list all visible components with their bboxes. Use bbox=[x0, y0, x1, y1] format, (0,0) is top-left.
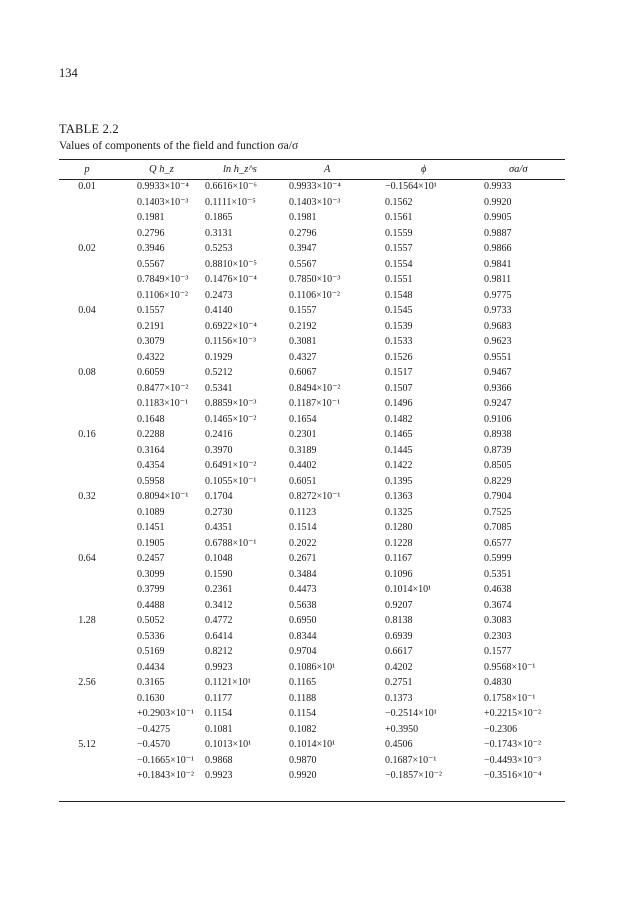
cell-lnhz: 0.1476×10⁻⁴ bbox=[205, 274, 257, 286]
table-row bbox=[59, 582, 565, 598]
cell-p bbox=[59, 706, 115, 722]
table-row bbox=[59, 660, 565, 676]
cell-a: 0.1154 bbox=[289, 708, 317, 720]
cell-qhz: 0.5169 bbox=[137, 646, 165, 658]
table-row bbox=[59, 195, 565, 211]
cell-sigma: 0.9841 bbox=[484, 258, 512, 270]
cell-qhz: 0.2796 bbox=[137, 227, 165, 239]
cell-p bbox=[59, 691, 115, 707]
cell-qhz: 0.4354 bbox=[137, 460, 165, 472]
cell-a: 0.4327 bbox=[289, 351, 317, 363]
cell-lnhz: 0.5212 bbox=[205, 367, 233, 379]
cell-phi: 0.1363 bbox=[385, 491, 413, 503]
cell-a: 0.9870 bbox=[289, 754, 317, 766]
cell-phi: 0.9207 bbox=[385, 599, 413, 611]
cell-phi: 0.1228 bbox=[385, 537, 413, 549]
cell-p bbox=[59, 598, 115, 614]
table-row bbox=[59, 520, 565, 536]
cell-phi: −0.1564×10¹ bbox=[385, 181, 437, 193]
cell-a: 0.1086×10¹ bbox=[289, 661, 336, 673]
cell-sigma: 0.9467 bbox=[484, 367, 512, 379]
cell-a: 0.1165 bbox=[289, 677, 317, 689]
cell-a: 0.5567 bbox=[289, 258, 317, 270]
cell-p bbox=[59, 768, 115, 784]
cell-sigma: 0.3083 bbox=[484, 615, 512, 627]
table-row bbox=[59, 722, 565, 738]
cell-phi: 0.1533 bbox=[385, 336, 413, 348]
cell-a: 0.9704 bbox=[289, 646, 317, 658]
cell-phi: 0.1280 bbox=[385, 522, 413, 534]
cell-qhz: 0.2288 bbox=[137, 429, 165, 441]
cell-sigma: −0.4493×10⁻³ bbox=[484, 754, 542, 766]
table-row bbox=[59, 241, 565, 257]
cell-phi: 0.1373 bbox=[385, 692, 413, 704]
cell-lnhz: 0.9923 bbox=[205, 770, 233, 782]
cell-qhz: +0.2903×10⁻¹ bbox=[137, 708, 195, 720]
table-header-row bbox=[59, 160, 565, 179]
header-phi: ϕ bbox=[421, 164, 427, 175]
cell-qhz: 0.3099 bbox=[137, 568, 165, 580]
cell-p: 0.04 bbox=[78, 305, 96, 317]
cell-qhz: 0.1106×10⁻² bbox=[137, 289, 189, 301]
cell-p bbox=[59, 319, 115, 335]
cell-lnhz: 0.3131 bbox=[205, 227, 233, 239]
cell-phi: 0.1422 bbox=[385, 460, 413, 472]
cell-a: 0.6950 bbox=[289, 615, 317, 627]
cell-p bbox=[59, 722, 115, 738]
table-row bbox=[59, 427, 565, 443]
cell-lnhz: 0.3412 bbox=[205, 599, 233, 611]
cell-a: 0.5638 bbox=[289, 599, 317, 611]
cell-qhz: 0.3165 bbox=[137, 677, 165, 689]
cell-qhz: −0.1665×10⁻¹ bbox=[137, 754, 195, 766]
page-number: 134 bbox=[59, 66, 78, 80]
table-row bbox=[59, 458, 565, 474]
cell-qhz: 0.4322 bbox=[137, 351, 165, 363]
table-row bbox=[59, 629, 565, 645]
table-row bbox=[59, 319, 565, 335]
cell-lnhz: 0.4140 bbox=[205, 305, 233, 317]
cell-p bbox=[59, 443, 115, 459]
table-row bbox=[59, 303, 565, 319]
cell-qhz: 0.1557 bbox=[137, 305, 165, 317]
cell-phi: 0.4506 bbox=[385, 739, 413, 751]
cell-a: 0.6051 bbox=[289, 475, 317, 487]
cell-a: 0.1403×10⁻³ bbox=[289, 196, 341, 208]
cell-a: 0.2192 bbox=[289, 320, 317, 332]
cell-lnhz: 0.1154 bbox=[205, 708, 233, 720]
cell-a: 0.3189 bbox=[289, 444, 317, 456]
cell-a: 0.1981 bbox=[289, 212, 317, 224]
cell-a: 0.3947 bbox=[289, 243, 317, 255]
table-row bbox=[59, 288, 565, 304]
cell-lnhz: 0.1048 bbox=[205, 553, 233, 565]
cell-sigma: 0.9247 bbox=[484, 398, 512, 410]
cell-qhz: 0.1905 bbox=[137, 537, 165, 549]
cell-p bbox=[59, 257, 115, 273]
table-row bbox=[59, 365, 565, 381]
table-row bbox=[59, 691, 565, 707]
cell-a: 0.6067 bbox=[289, 367, 317, 379]
cell-a: 0.4473 bbox=[289, 584, 317, 596]
cell-a: 0.8494×10⁻² bbox=[289, 382, 341, 394]
cell-lnhz: 0.4351 bbox=[205, 522, 233, 534]
cell-qhz: 0.3799 bbox=[137, 584, 165, 596]
cell-p bbox=[59, 350, 115, 366]
table-row bbox=[59, 489, 565, 505]
cell-a: 0.1123 bbox=[289, 506, 317, 518]
cell-a: 0.1654 bbox=[289, 413, 317, 425]
cell-lnhz: 0.1081 bbox=[205, 723, 233, 735]
cell-phi: 0.6617 bbox=[385, 646, 413, 658]
cell-qhz: 0.3946 bbox=[137, 243, 165, 255]
cell-sigma: 0.5351 bbox=[484, 568, 512, 580]
cell-phi: 0.1687×10⁻¹ bbox=[385, 754, 437, 766]
cell-sigma: 0.8229 bbox=[484, 475, 512, 487]
cell-lnhz: 0.1929 bbox=[205, 351, 233, 363]
cell-p bbox=[59, 288, 115, 304]
header-p: p bbox=[84, 164, 90, 175]
cell-a: 0.4402 bbox=[289, 460, 317, 472]
cell-lnhz: 0.2473 bbox=[205, 289, 233, 301]
cell-p: 5.12 bbox=[78, 739, 96, 751]
cell-lnhz: 0.1121×10¹ bbox=[205, 677, 251, 689]
cell-qhz: 0.1630 bbox=[137, 692, 165, 704]
cell-p bbox=[59, 412, 115, 428]
cell-phi: 0.1539 bbox=[385, 320, 413, 332]
cell-qhz: 0.4434 bbox=[137, 661, 165, 673]
cell-sigma: 0.4830 bbox=[484, 677, 512, 689]
cell-phi: 0.1507 bbox=[385, 382, 413, 394]
cell-lnhz: 0.6414 bbox=[205, 630, 233, 642]
cell-sigma: +0.2215×10⁻² bbox=[484, 708, 542, 720]
cell-qhz: 0.1183×10⁻¹ bbox=[137, 398, 189, 410]
cell-phi: 0.1325 bbox=[385, 506, 413, 518]
cell-lnhz: 0.1111×10⁻⁵ bbox=[205, 196, 256, 208]
cell-sigma: 0.2303 bbox=[484, 630, 512, 642]
cell-phi: 0.1545 bbox=[385, 305, 413, 317]
cell-sigma: 0.8739 bbox=[484, 444, 512, 456]
cell-sigma: −0.1743×10⁻² bbox=[484, 739, 542, 751]
cell-a: 0.1187×10⁻¹ bbox=[289, 398, 341, 410]
cell-qhz: 0.1981 bbox=[137, 212, 165, 224]
cell-p bbox=[59, 536, 115, 552]
cell-qhz: 0.2457 bbox=[137, 553, 165, 565]
cell-phi: 0.1562 bbox=[385, 196, 413, 208]
cell-p: 0.64 bbox=[78, 553, 96, 565]
cell-lnhz: 0.1865 bbox=[205, 212, 233, 224]
cell-qhz: 0.4488 bbox=[137, 599, 165, 611]
table-row bbox=[59, 505, 565, 521]
cell-phi: 0.1548 bbox=[385, 289, 413, 301]
cell-p bbox=[59, 582, 115, 598]
cell-p bbox=[59, 210, 115, 226]
cell-phi: 0.1559 bbox=[385, 227, 413, 239]
cell-sigma: 0.5999 bbox=[484, 553, 512, 565]
cell-phi: 0.1096 bbox=[385, 568, 413, 580]
cell-a: 0.3081 bbox=[289, 336, 317, 348]
cell-a: 0.2796 bbox=[289, 227, 317, 239]
cell-qhz: 0.7849×10⁻³ bbox=[137, 274, 189, 286]
cell-qhz: 0.1648 bbox=[137, 413, 165, 425]
cell-phi: 0.1482 bbox=[385, 413, 413, 425]
header-lnhz: ln h_z^s bbox=[223, 164, 257, 175]
cell-lnhz: 0.2730 bbox=[205, 506, 233, 518]
cell-phi: 0.8138 bbox=[385, 615, 413, 627]
cell-p bbox=[59, 505, 115, 521]
cell-qhz: +0.1843×10⁻² bbox=[137, 770, 195, 782]
cell-phi: 0.1395 bbox=[385, 475, 413, 487]
cell-sigma: 0.9568×10⁻¹ bbox=[484, 661, 536, 673]
cell-qhz: 0.2191 bbox=[137, 320, 165, 332]
table-row bbox=[59, 644, 565, 660]
table-row bbox=[59, 350, 565, 366]
cell-qhz: 0.8477×10⁻² bbox=[137, 382, 189, 394]
cell-phi: 0.1014×10¹ bbox=[385, 584, 432, 596]
table-row bbox=[59, 412, 565, 428]
cell-a: 0.9933×10⁻⁴ bbox=[289, 181, 341, 193]
cell-lnhz: 0.1013×10¹ bbox=[205, 739, 252, 751]
table-row bbox=[59, 567, 565, 583]
cell-a: 0.7850×10⁻³ bbox=[289, 274, 341, 286]
cell-p: 0.01 bbox=[78, 181, 96, 193]
cell-phi: 0.1167 bbox=[385, 553, 413, 565]
table-row bbox=[59, 474, 565, 490]
table-row bbox=[59, 443, 565, 459]
cell-sigma: 0.9933 bbox=[484, 181, 512, 193]
cell-qhz: 0.3164 bbox=[137, 444, 165, 456]
cell-phi: 0.1561 bbox=[385, 212, 413, 224]
cell-sigma: 0.9106 bbox=[484, 413, 512, 425]
cell-sigma: 0.8938 bbox=[484, 429, 512, 441]
cell-phi: 0.4202 bbox=[385, 661, 413, 673]
table-row bbox=[59, 272, 565, 288]
cell-sigma: 0.7525 bbox=[484, 506, 512, 518]
cell-lnhz: 0.1055×10⁻¹ bbox=[205, 475, 257, 487]
cell-p bbox=[59, 195, 115, 211]
cell-lnhz: 0.5253 bbox=[205, 243, 233, 255]
cell-p: 0.32 bbox=[78, 491, 96, 503]
cell-p bbox=[59, 644, 115, 660]
cell-qhz: 0.1089 bbox=[137, 506, 165, 518]
table-row bbox=[59, 598, 565, 614]
cell-sigma: 0.9683 bbox=[484, 320, 512, 332]
table-body bbox=[59, 179, 565, 784]
header-a: A bbox=[324, 164, 331, 175]
cell-qhz: 0.3079 bbox=[137, 336, 165, 348]
table-row bbox=[59, 381, 565, 397]
cell-lnhz: 0.6922×10⁻⁴ bbox=[205, 320, 257, 332]
cell-lnhz: 0.8810×10⁻⁵ bbox=[205, 258, 257, 270]
header-qhz: Q h_z bbox=[149, 164, 174, 175]
cell-sigma: 0.9366 bbox=[484, 382, 512, 394]
cell-a: 0.8272×10⁻¹ bbox=[289, 491, 341, 503]
cell-phi: 0.1445 bbox=[385, 444, 413, 456]
cell-a: 0.3484 bbox=[289, 568, 317, 580]
table-row bbox=[59, 551, 565, 567]
cell-sigma: 0.9866 bbox=[484, 243, 512, 255]
cell-p: 1.28 bbox=[78, 615, 96, 627]
cell-sigma: −0.3516×10⁻⁴ bbox=[484, 770, 542, 782]
table-row bbox=[59, 753, 565, 769]
cell-p: 0.02 bbox=[78, 243, 96, 255]
cell-a: 0.1188 bbox=[289, 692, 317, 704]
table-row bbox=[59, 706, 565, 722]
cell-sigma: 0.6577 bbox=[484, 537, 512, 549]
table-row bbox=[59, 210, 565, 226]
table-row bbox=[59, 536, 565, 552]
table-row bbox=[59, 613, 565, 629]
cell-a: 0.9920 bbox=[289, 770, 317, 782]
cell-phi: 0.1554 bbox=[385, 258, 413, 270]
cell-p: 0.16 bbox=[78, 429, 96, 441]
cell-lnhz: 0.8212 bbox=[205, 646, 233, 658]
cell-phi: −0.2514×10¹ bbox=[385, 708, 437, 720]
cell-phi: 0.1496 bbox=[385, 398, 413, 410]
header-sigma: σa/σ bbox=[509, 164, 528, 175]
table-row bbox=[59, 226, 565, 242]
table-row bbox=[59, 179, 565, 195]
table-row bbox=[59, 768, 565, 784]
cell-p bbox=[59, 334, 115, 350]
cell-p bbox=[59, 381, 115, 397]
cell-a: 0.1557 bbox=[289, 305, 317, 317]
cell-p bbox=[59, 567, 115, 583]
cell-sigma: −0.2306 bbox=[484, 723, 518, 735]
cell-sigma: 0.7085 bbox=[484, 522, 512, 534]
cell-p bbox=[59, 660, 115, 676]
cell-a: 0.2671 bbox=[289, 553, 317, 565]
cell-lnhz: 0.6616×10⁻⁶ bbox=[205, 181, 257, 193]
cell-qhz: −0.4275 bbox=[137, 723, 171, 735]
cell-phi: −0.1857×10⁻² bbox=[385, 770, 443, 782]
cell-lnhz: 0.1465×10⁻² bbox=[205, 413, 257, 425]
cell-p bbox=[59, 272, 115, 288]
cell-lnhz: 0.6788×10⁻¹ bbox=[205, 537, 257, 549]
cell-sigma: 0.9775 bbox=[484, 289, 512, 301]
cell-sigma: 0.8505 bbox=[484, 460, 512, 472]
cell-lnhz: 0.4772 bbox=[205, 615, 233, 627]
cell-p bbox=[59, 396, 115, 412]
cell-a: 0.8344 bbox=[289, 630, 317, 642]
table-label: TABLE 2.2 bbox=[59, 122, 119, 136]
cell-phi: +0.3950 bbox=[385, 723, 419, 735]
cell-sigma: 0.9623 bbox=[484, 336, 512, 348]
cell-sigma: 0.9811 bbox=[484, 274, 512, 286]
cell-lnhz: 0.6491×10⁻² bbox=[205, 460, 257, 472]
cell-lnhz: 0.1177 bbox=[205, 692, 233, 704]
cell-qhz: 0.5336 bbox=[137, 630, 165, 642]
cell-lnhz: 0.9923 bbox=[205, 661, 233, 673]
cell-sigma: 0.9905 bbox=[484, 212, 512, 224]
cell-p: 2.56 bbox=[78, 677, 96, 689]
cell-qhz: −0.4570 bbox=[137, 739, 171, 751]
cell-sigma: 0.3674 bbox=[484, 599, 512, 611]
cell-phi: 0.1465 bbox=[385, 429, 413, 441]
cell-p: 0.08 bbox=[78, 367, 96, 379]
cell-sigma: 0.1758×10⁻¹ bbox=[484, 692, 536, 704]
cell-lnhz: 0.1590 bbox=[205, 568, 233, 580]
cell-qhz: 0.1403×10⁻³ bbox=[137, 196, 189, 208]
cell-lnhz: 0.1156×10⁻³ bbox=[205, 336, 257, 348]
cell-lnhz: 0.2416 bbox=[205, 429, 233, 441]
cell-p bbox=[59, 753, 115, 769]
cell-lnhz: 0.5341 bbox=[205, 382, 233, 394]
cell-sigma: 0.9920 bbox=[484, 196, 512, 208]
cell-qhz: 0.5052 bbox=[137, 615, 165, 627]
cell-sigma: 0.4638 bbox=[484, 584, 512, 596]
cell-lnhz: 0.1704 bbox=[205, 491, 233, 503]
cell-a: 0.1106×10⁻² bbox=[289, 289, 341, 301]
cell-phi: 0.6939 bbox=[385, 630, 413, 642]
table-row bbox=[59, 675, 565, 691]
cell-phi: 0.1517 bbox=[385, 367, 413, 379]
table-row bbox=[59, 257, 565, 273]
table-row bbox=[59, 737, 565, 753]
cell-lnhz: 0.3970 bbox=[205, 444, 233, 456]
cell-sigma: 0.9733 bbox=[484, 305, 512, 317]
cell-sigma: 0.9887 bbox=[484, 227, 512, 239]
cell-qhz: 0.9933×10⁻⁴ bbox=[137, 181, 189, 193]
cell-a: 0.1514 bbox=[289, 522, 317, 534]
cell-p bbox=[59, 474, 115, 490]
table-bottom-rule bbox=[59, 801, 565, 802]
cell-a: 0.2301 bbox=[289, 429, 317, 441]
cell-qhz: 0.5958 bbox=[137, 475, 165, 487]
cell-p bbox=[59, 226, 115, 242]
cell-p bbox=[59, 629, 115, 645]
cell-phi: 0.1551 bbox=[385, 274, 413, 286]
table-row bbox=[59, 396, 565, 412]
cell-phi: 0.1557 bbox=[385, 243, 413, 255]
cell-p bbox=[59, 458, 115, 474]
cell-qhz: 0.8094×10⁻¹ bbox=[137, 491, 189, 503]
cell-lnhz: 0.8859×10⁻³ bbox=[205, 398, 257, 410]
cell-lnhz: 0.2361 bbox=[205, 584, 233, 596]
table-row bbox=[59, 334, 565, 350]
cell-lnhz: 0.9868 bbox=[205, 754, 233, 766]
cell-a: 0.1014×10¹ bbox=[289, 739, 336, 751]
data-table bbox=[59, 160, 565, 784]
cell-qhz: 0.6059 bbox=[137, 367, 165, 379]
cell-qhz: 0.5567 bbox=[137, 258, 165, 270]
cell-a: 0.2022 bbox=[289, 537, 317, 549]
cell-sigma: 0.1577 bbox=[484, 646, 512, 658]
cell-phi: 0.2751 bbox=[385, 677, 413, 689]
cell-a: 0.1082 bbox=[289, 723, 317, 735]
cell-p bbox=[59, 520, 115, 536]
cell-sigma: 0.9551 bbox=[484, 351, 512, 363]
cell-sigma: 0.7904 bbox=[484, 491, 512, 503]
cell-phi: 0.1526 bbox=[385, 351, 413, 363]
table-caption: Values of components of the field and function σa/σ bbox=[59, 140, 299, 152]
cell-qhz: 0.1451 bbox=[137, 522, 165, 534]
